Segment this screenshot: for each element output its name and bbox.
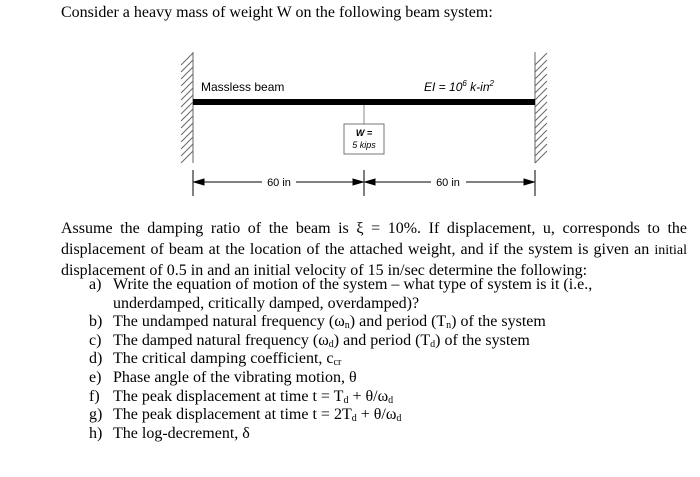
question-item: [89, 313, 649, 332]
beam-label: Massless beam: [201, 80, 285, 94]
question-label: d): [89, 350, 103, 368]
problem-paragraph: Assume the damping ratio of the beam is ξ = 10%. If displacement, u, corresponds to the displacement of beam at the location of the attached weight, and if the system is given an initial displacement of 0.5 in and an initial velocity of 15 in/sec determine the following:: [61, 220, 687, 279]
question-text: Phase angle of the vibrating motion, θ: [113, 368, 357, 386]
question-text: The damped natural frequency $(\omega_d)$ and period $(T_d)$ of the system: [113, 331, 530, 350]
question-label: g): [89, 406, 103, 424]
question-label: h): [89, 424, 103, 442]
massless-beam: [193, 99, 535, 105]
intro-text: Consider a heavy mass of weight W on the following beam system:: [61, 4, 493, 21]
question-item: [89, 406, 649, 425]
question-item: [89, 332, 649, 351]
question-text: The undamped natural frequency $(\omega_n)$ and period $(T_n)$ of the system: [113, 313, 546, 332]
question-text: The peak displacement at time $t = 2T_d + \theta/\omega_d$: [113, 406, 402, 425]
question-text: Write the equation of motion of the system – what type of system is it (i.e., underdamped, critically damped, overdamped)?: [113, 276, 593, 312]
stiffness-label: EI = $10^6$ $k-in^2$: [424, 79, 494, 94]
weight-label-line1: W =: [355, 128, 373, 138]
left-fixed-support: [181, 52, 193, 163]
question-label: a): [89, 276, 102, 293]
question-label: f): [89, 387, 100, 405]
dimension-lines: [193, 170, 535, 196]
dimension-left-label: 60 in: [267, 177, 291, 189]
question-list: [89, 276, 649, 443]
question-text: The critical damping coefficient, $c_{cr}$: [113, 350, 342, 369]
dimension-right-label: 60 in: [436, 177, 460, 189]
right-fixed-support: [535, 52, 547, 163]
question-label: c): [89, 331, 102, 349]
question-item: [89, 350, 649, 369]
question-item: [89, 276, 649, 313]
question-item: [89, 425, 649, 444]
weight-label-line2: 5 kips: [352, 140, 376, 150]
question-item: [89, 369, 649, 388]
question-text: The peak displacement at time $t = T_d + \theta/\omega_d$: [113, 387, 394, 406]
question-item: [89, 388, 649, 407]
question-text: The log-decrement, δ: [113, 424, 250, 442]
question-label: b): [89, 313, 103, 331]
beam-figure: [0, 0, 700, 215]
question-label: e): [89, 368, 102, 386]
